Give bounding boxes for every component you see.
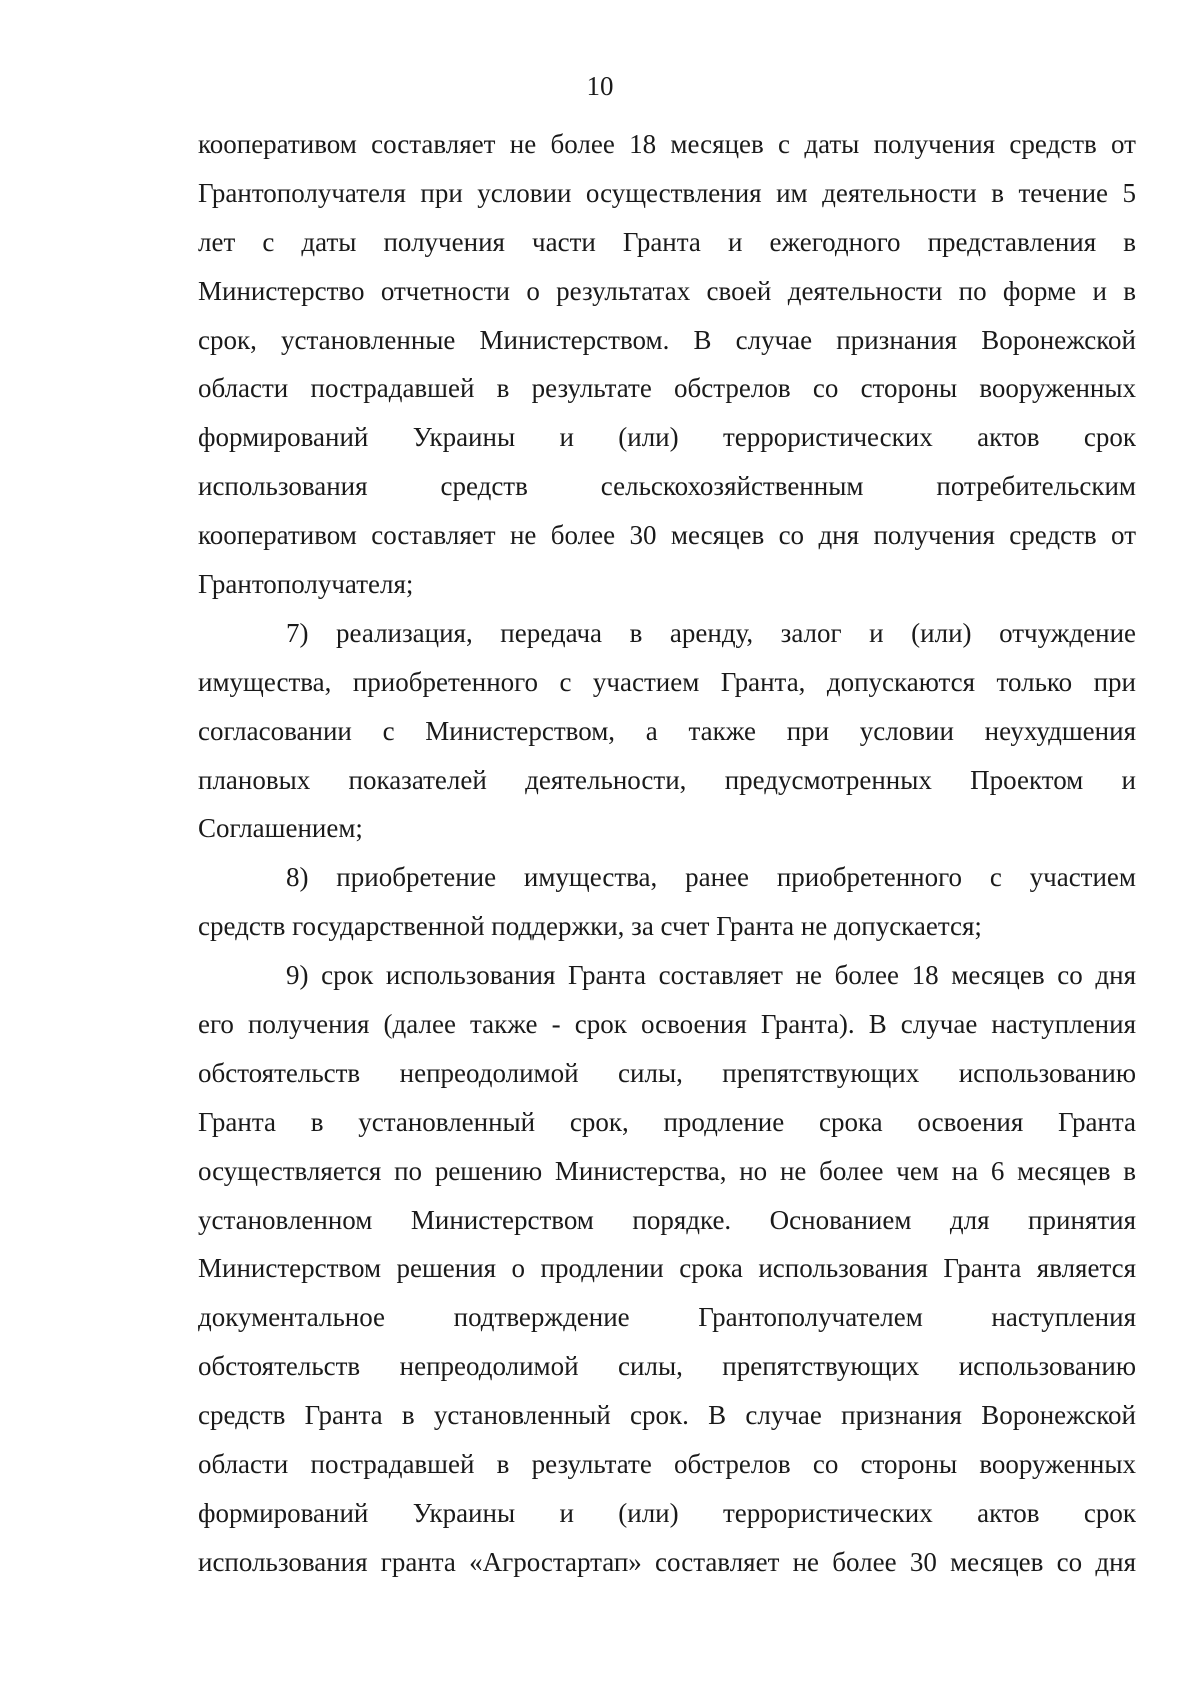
text-line: формирований Украины и (или) террористических актов срок bbox=[198, 422, 1136, 453]
text-line: осуществляется по решению Министерства, но не более чем на 6 месяцев в bbox=[198, 1155, 1136, 1186]
paragraph bbox=[198, 120, 1136, 609]
text-line: Соглашением; bbox=[198, 813, 363, 844]
text-line: установленном Министерством порядке. Основанием для принятия bbox=[198, 1204, 1136, 1235]
text-line: использования гранта «Агростартап» составляет не более 30 месяцев со дня bbox=[198, 1546, 1136, 1577]
text-line: плановых показателей деятельности, предусмотренных Проектом и bbox=[198, 764, 1136, 795]
text-line: лет с даты получения части Гранта и ежегодного представления в bbox=[198, 226, 1136, 257]
text-line: формирований Украины и (или) террористических актов срок bbox=[198, 1497, 1136, 1528]
text-line: обстоятельств непреодолимой силы, препятствующих использованию bbox=[198, 1351, 1136, 1382]
text-line: Грантополучателя; bbox=[198, 569, 414, 600]
text-line: Гранта в установленный срок, продление срока освоения Гранта bbox=[198, 1106, 1136, 1137]
text-line: Министерством решения о продлении срока использования Гранта является bbox=[198, 1253, 1136, 1284]
text-line: Министерство отчетности о результатах своей деятельности по форме и в bbox=[198, 275, 1136, 306]
text-line: области пострадавшей в результате обстрелов со стороны вооруженных bbox=[198, 1449, 1136, 1480]
text-line: средств государственной поддержки, за счет Гранта не допускается; bbox=[198, 911, 982, 942]
paragraph bbox=[198, 609, 1136, 853]
text-line: 8) приобретение имущества, ранее приобретенного с участием bbox=[286, 862, 1136, 893]
text-line: согласовании с Министерством, а также при условии неухудшения bbox=[198, 715, 1136, 746]
paragraph bbox=[198, 951, 1136, 1587]
text-line: Грантополучателя при условии осуществления им деятельности в течение 5 bbox=[198, 177, 1136, 208]
text-line: имущества, приобретенного с участием Гранта, допускаются только при bbox=[198, 666, 1136, 697]
text-line: документальное подтверждение Грантополучателем наступления bbox=[198, 1302, 1136, 1333]
text-line: области пострадавшей в результате обстрелов со стороны вооруженных bbox=[198, 373, 1136, 404]
text-line: кооперативом составляет не более 18 месяцев с даты получения средств от bbox=[198, 129, 1136, 159]
text-line: 9) срок использования Гранта составляет не более 18 месяцев со дня bbox=[286, 960, 1136, 991]
paragraph bbox=[198, 853, 1136, 951]
document-body bbox=[198, 120, 1136, 1587]
text-line: его получения (далее также - срок освоения Гранта). В случае наступления bbox=[198, 1009, 1136, 1040]
text-line: кооперативом составляет не более 30 месяцев со дня получения средств от bbox=[198, 520, 1136, 551]
text-line: срок, установленные Министерством. В случае признания Воронежской bbox=[198, 324, 1136, 355]
text-line: обстоятельств непреодолимой силы, препятствующих использованию bbox=[198, 1057, 1136, 1088]
text-line: средств Гранта в установленный срок. В случае признания Воронежской bbox=[198, 1400, 1136, 1431]
text-line: 7) реализация, передача в аренду, залог и (или) отчуждение bbox=[286, 617, 1136, 648]
page-number: 10 bbox=[586, 71, 614, 101]
text-line: использования средств сельскохозяйственным потребительским bbox=[198, 471, 1136, 502]
